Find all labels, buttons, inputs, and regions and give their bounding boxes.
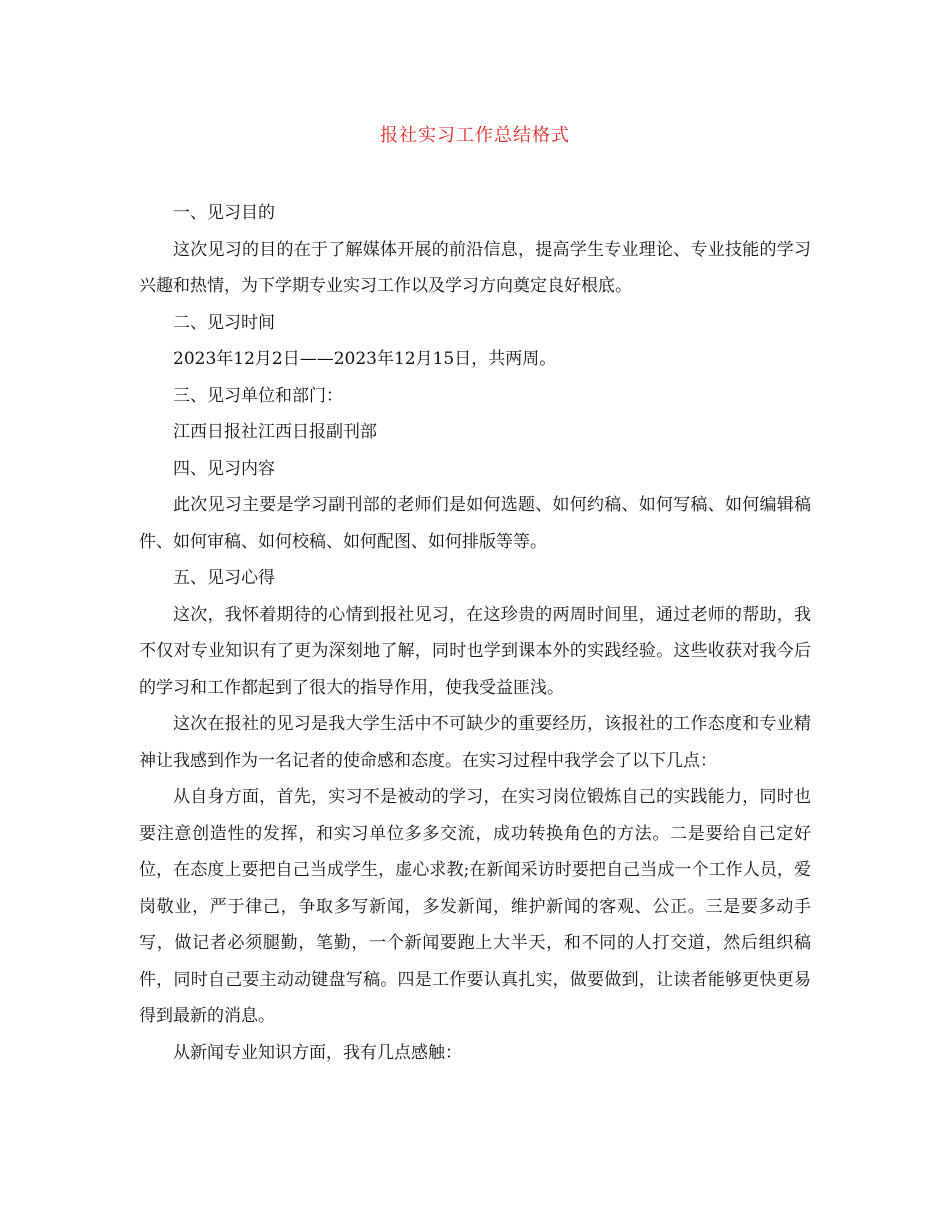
paragraph-experience-3: 从自身方面，首先，实习不是被动的学习，在实习岗位锻炼自己的实践能力，同时也要注意创造性的发挥，和实习单位多多交流，成功转换角色的方法。二是要给自己定好位，在态度上要把自己当成学生，虚心求教;在新闻采访时要把自己当成一个工作人员，爱岗敬业，严于律己，争取多写新闻，多发新闻，维护新闻的客观、公正。三是要多动手写，做记者必须腿勤，笔勤，一个新闻要跑上大半天，和不同的人打交道，然后组织稿件，同时自己要主动动键盘写稿。四是工作要认真扎实，做要做到，让读者能够更快更易得到最新的消息。	[139, 787, 811, 1026]
heading-unit: 三、见习单位和部门：	[173, 385, 343, 406]
heading-purpose: 一、见习目的	[173, 203, 275, 223]
heading-time: 二、见习时间	[173, 312, 275, 333]
document-body	[139, 195, 811, 1071]
paragraph-experience-1: 这次，我怀着期待的心情到报社见习，在这珍贵的两周时间里，通过老师的帮助，我不仅对专业知识有了更为深刻地了解，同时也学到课本外的实践经验。这些收获对我今后的学习和工作都起到了很大的指导作用，使我受益匪浅。	[139, 604, 811, 698]
heading-content: 四、见习内容	[173, 458, 275, 479]
paragraph-experience-4: 从新闻专业知识方面，我有几点感触：	[173, 1042, 462, 1063]
paragraph-purpose: 这次见习的目的在于了解媒体开展的前沿信息，提高学生专业理论、专业技能的学习兴趣和热情，为下学期专业实习工作以及学习方向奠定良好根底。	[139, 239, 811, 296]
paragraph-content: 此次见习主要是学习副刊部的老师们是如何选题、如何约稿、如何写稿、如何编辑稿件、如何审稿、如何校稿、如何配图、如何排版等等。	[139, 495, 811, 552]
document-title: 报社实习工作总结格式	[380, 125, 570, 146]
paragraph-experience-2: 这次在报社的见习是我大学生活中不可缺少的重要经历，该报社的工作态度和专业精神让我感到作为一名记者的使命感和态度。在实习过程中我学会了以下几点：	[139, 714, 811, 771]
paragraph-time: 2023年12月2日——2023年12月15日，共两周。	[173, 349, 557, 369]
paragraph-unit: 江西日报社江西日报副刊部	[173, 422, 377, 442]
heading-experience: 五、见习心得	[173, 568, 275, 588]
